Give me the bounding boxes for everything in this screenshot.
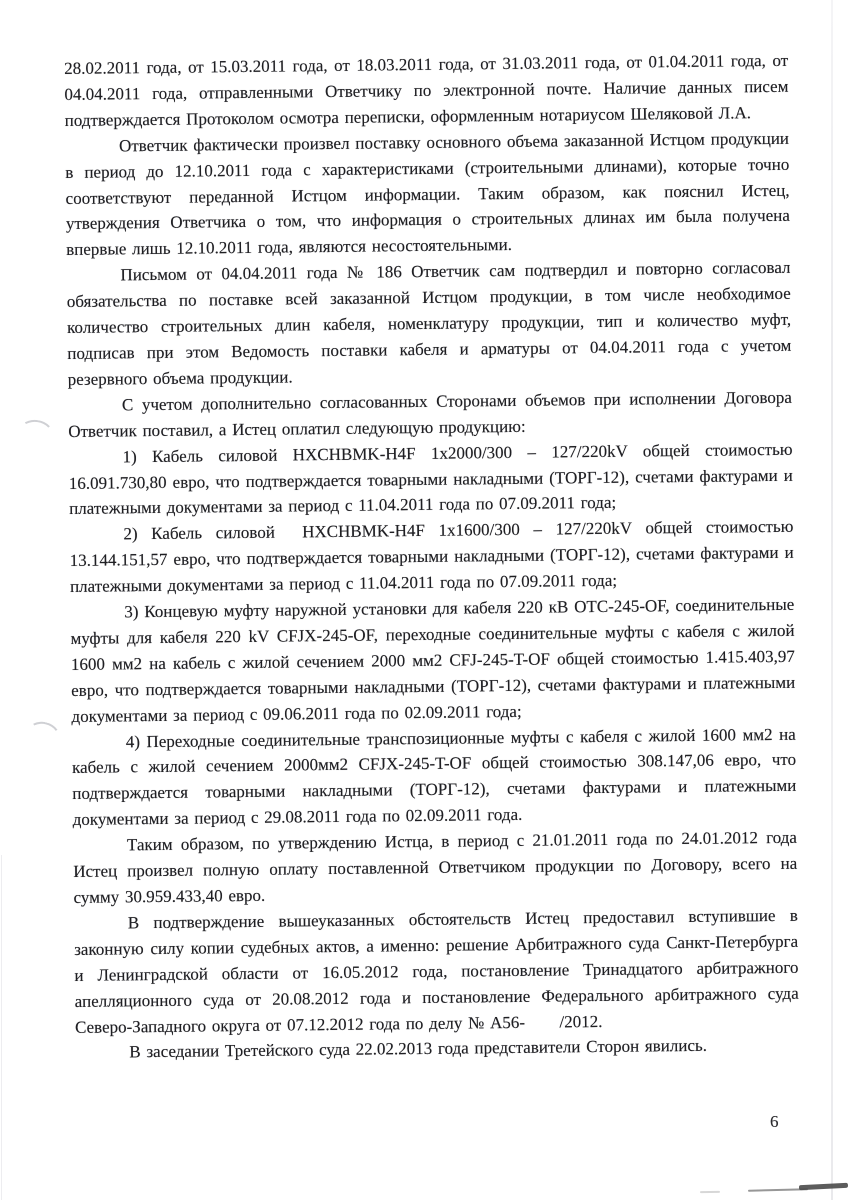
bottom-edge-smudge-corner [799, 1183, 848, 1191]
page-number: 6 [770, 1112, 779, 1131]
paragraph-delivery-main-volume: Ответчик фактически произвел поставку основного объема заказанной Истцом продукции в период до 12.10.2011 года с характеристиками (строительными длинами), которые точно соответствуют переданной Истцом информации. Таким образом, как пояснил Истец, утверждения Ответчика о том, что информация о строительных длинах им была получена впервые лишь 12.10.2011 года, являются несостоятельными. [65, 128, 790, 260]
paragraph-full-payment: Таким образом, по утверждению Истца, в период с 21.01.2011 года по 24.01.2012 года Истец произвел полную оплату поставленной Ответчиком продукции по Договору, всего на сумму 30.959.433,40 евро. [73, 827, 798, 907]
left-edge-scan-line [1, 855, 2, 1200]
list-item-2-cable-1600: 2) Кабель силовой HXCHBMK-H4F 1x1600/300 – 127/220kV общей стоимостью 13.144.151,57 евро, что подтверждается товарными накладными (ТОРГ-12), счетами фактурами и платежными документами за период с 11.04.2011 года по 07.09.2011 года; [69, 517, 794, 597]
paragraph-agreed-volumes-intro: С учетом дополнительно согласованных Сторонами объемов при исполнении Договора Ответчик поставил, а Истец оплатил следующую продукцию: [68, 387, 793, 441]
list-item-1-cable-2000: 1) Кабель силовой HXCHBMK-H4F 1x2000/300 – 127/220kV общей стоимостью 16.091.730,80 евро, что подтверждается товарными накладными (ТОРГ-12), счетами фактурами и платежными документами за период с 11.04.2011 года по 07.09.2011 года; [68, 439, 793, 519]
paragraph-letter-186: Письмом от 04.04.2011 года № 186 Ответчик сам подтвердил и повторно согласовал обязательства по поставке всей заказанной Истцом продукции, в том числе необходимое количество строительных длин кабеля, номенклатуру продукции, тип и количество муфт, подписав при этом Ведомость поставки кабеля и арматуры от 04.04.2011 года с учетом резервного объема продукции. [66, 258, 792, 389]
pencil-arc-mark-lower [23, 718, 63, 753]
right-edge-scan-line [831, 0, 833, 1200]
pencil-arc-mark-top [6, 0, 43, 16]
document-text-block [64, 48, 799, 1066]
paragraph-letters-continuation: 28.02.2011 года, от 15.03.2011 года, от 18.03.2011 года, от 31.03.2011 года, от 01.04.2011 года, от 04.04.2011 года, отправленными Ответчику по электронной почте. Наличие данных писем подтверждается Протоколом осмотра переписки, оформленным нотариусом Шеляковой Л.А. [64, 50, 789, 130]
paragraph-hearing-attendance: В заседании Третейского суда 22.02.2013 года представители Сторон явились. [129, 1036, 708, 1062]
list-item-3-terminations: 3) Концевую муфту наружной установки для кабеля 220 кВ OTC-245-OF, соединительные муфты для кабеля 220 kV CFJX-245-OF, переходные соединительные муфты с кабеля с жилой 1600 мм2 на кабель с жилой сечением 2000 мм2 CFJ-245-T-OF общей стоимостью 1.415.403,97 евро, что подтверждается товарными накладными (ТОРГ-12), счетами фактурами и платежными документами за период с 09.06.2011 года по 02.09.2011 года; [70, 594, 796, 726]
bottom-edge-smudge-small [700, 1191, 720, 1193]
paragraph-court-acts: В подтверждение вышеуказанных обстоятельств Истец предоставил вступившие в законную силу копии судебных актов, а именно: решение Арбитражного суда Санкт-Петербурга и Ленинградской области от 16.05.2012 года, постановление Тринадцатого арбитражного апелляционного суда от 20.08.2012 года и постановление Федерального арбитражного суда Северо-Западного округа от 07.12.2012 года по делу № А56- /2012. [74, 905, 799, 1037]
list-item-4-transition-joints: 4) Переходные соединительные транспозиционные муфты с кабеля с жилой 1600 мм2 на кабель с жилой сечением 2000мм2 CFJX-245-T-OF общей стоимостью 308.147,06 евро, что подтверждается товарными накладными (ТОРГ-12), счетами фактурами и платежными документами за период с 29.08.2011 года по 02.09.2011 года. [71, 724, 797, 830]
pencil-arc-mark-upper [17, 418, 55, 449]
